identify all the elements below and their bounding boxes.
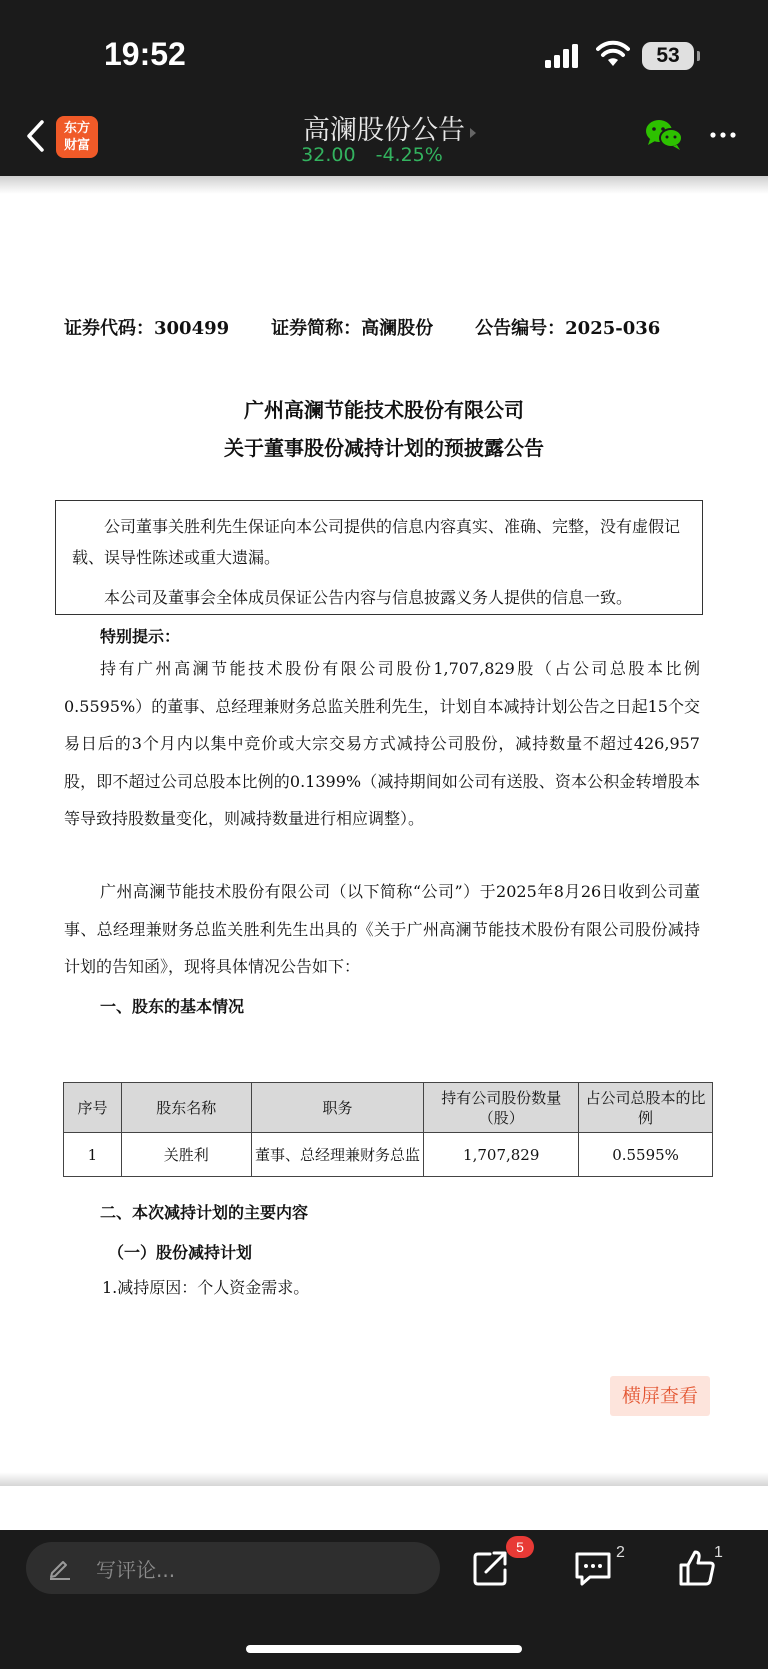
share-icon[interactable] xyxy=(470,1548,514,1588)
pen-icon xyxy=(48,1556,72,1580)
stock-change: -4.25% xyxy=(375,144,443,166)
comment-placeholder: 写评论... xyxy=(96,1558,176,1582)
doc-info-line xyxy=(64,314,724,340)
caret-right-icon xyxy=(470,128,476,138)
declaration-text-1: 公司董事关胜利先生保证向本公司提供的信息内容真实、准确、完整，没有虚假记载、误导性陈述或重大遗漏。 xyxy=(72,517,681,567)
declaration-box xyxy=(55,500,703,615)
table-header: 职务 xyxy=(251,1083,424,1133)
page-title: 高澜股份公告 xyxy=(303,115,465,146)
shareholder-table xyxy=(63,1082,713,1177)
declaration-text-2: 本公司及董事会全体成员保证公告内容与信息披露义务人提供的信息一致。 xyxy=(104,588,633,607)
more-dots-icon[interactable] xyxy=(708,122,738,148)
table-header: 序号 xyxy=(64,1083,122,1133)
table-row xyxy=(64,1133,713,1177)
table-header-row xyxy=(64,1083,713,1133)
reduction-reason: 1.减持原因：个人资金需求。 xyxy=(102,1278,310,1297)
subsection-1-heading: （一）股份减持计划 xyxy=(108,1243,253,1262)
like-count: 1 xyxy=(714,1544,723,1561)
announcement-document[interactable] xyxy=(0,176,768,1530)
header-bar xyxy=(0,100,768,176)
wifi-icon xyxy=(596,40,630,68)
table-cell: 1,707,829 xyxy=(424,1133,579,1177)
section-2-heading: 二、本次减持计划的主要内容 xyxy=(100,1203,309,1222)
special-notice-text: 持有广州高澜节能技术股份有限公司股份1,707,829股（占公司总股本比例0.5595%）的董事、总经理兼财务总监关胜利先生，计划自本减持计划公告之日起15个交易日后的3个月内以集中竞价或大宗交易方式减持公司股份，减持数量不超过426,957股，即不超过公司总股本比例的0.1399%（减持期间如公司有送股、资本公积金转增股本等导致持股数量变化，则减持数量进行相应调整）。 xyxy=(64,659,700,828)
special-notice-heading: 特别提示： xyxy=(100,627,181,646)
status-bar xyxy=(0,0,768,100)
table-header: 占公司总股本的比例 xyxy=(579,1083,713,1133)
page-divider xyxy=(0,176,768,194)
share-badge: 5 xyxy=(506,1536,534,1558)
intro-paragraph: 广州高澜节能技术股份有限公司（以下简称“公司”）于2025年8月26日收到公司董事、总经理兼财务总监关胜利先生出具的《关于广州高澜节能技术股份有限公司股份减持计划的告知函》，现将具体情况公告如下： xyxy=(64,882,700,976)
bottom-action-bar xyxy=(0,1530,768,1669)
landscape-view-button[interactable]: 横屏查看 xyxy=(610,1376,710,1416)
home-indicator xyxy=(246,1645,522,1653)
announcement-number: 公告编号：2025-036 xyxy=(475,318,661,339)
page-divider xyxy=(0,1472,768,1486)
section-1-heading: 一、股东的基本情况 xyxy=(100,997,245,1016)
status-time: 19:52 xyxy=(104,36,186,72)
comment-count: 2 xyxy=(616,1544,625,1561)
security-short-name: 证券简称：高澜股份 xyxy=(271,318,434,339)
app-logo[interactable]: 东方 财富 xyxy=(56,116,98,158)
comment-icon[interactable] xyxy=(572,1548,616,1588)
cellular-signal-icon xyxy=(545,44,581,68)
table-cell: 关胜利 xyxy=(121,1133,251,1177)
stock-price: 32.00 xyxy=(301,144,356,166)
wechat-icon[interactable] xyxy=(644,118,684,152)
table-cell: 董事、总经理兼财务总监 xyxy=(251,1133,424,1177)
table-cell: 1 xyxy=(64,1133,122,1177)
security-code: 证券代码：300499 xyxy=(64,318,230,339)
battery-indicator: 53 xyxy=(642,42,694,70)
doc-title-company: 广州高澜节能技术股份有限公司 xyxy=(244,398,524,422)
table-header: 持有公司股份数量（股） xyxy=(424,1083,579,1133)
table-header: 股东名称 xyxy=(121,1083,251,1133)
stock-quote xyxy=(0,144,744,166)
comment-input[interactable] xyxy=(26,1542,440,1594)
table-cell: 0.5595% xyxy=(579,1133,713,1177)
doc-title-subject: 关于董事股份减持计划的预披露公告 xyxy=(224,436,544,460)
